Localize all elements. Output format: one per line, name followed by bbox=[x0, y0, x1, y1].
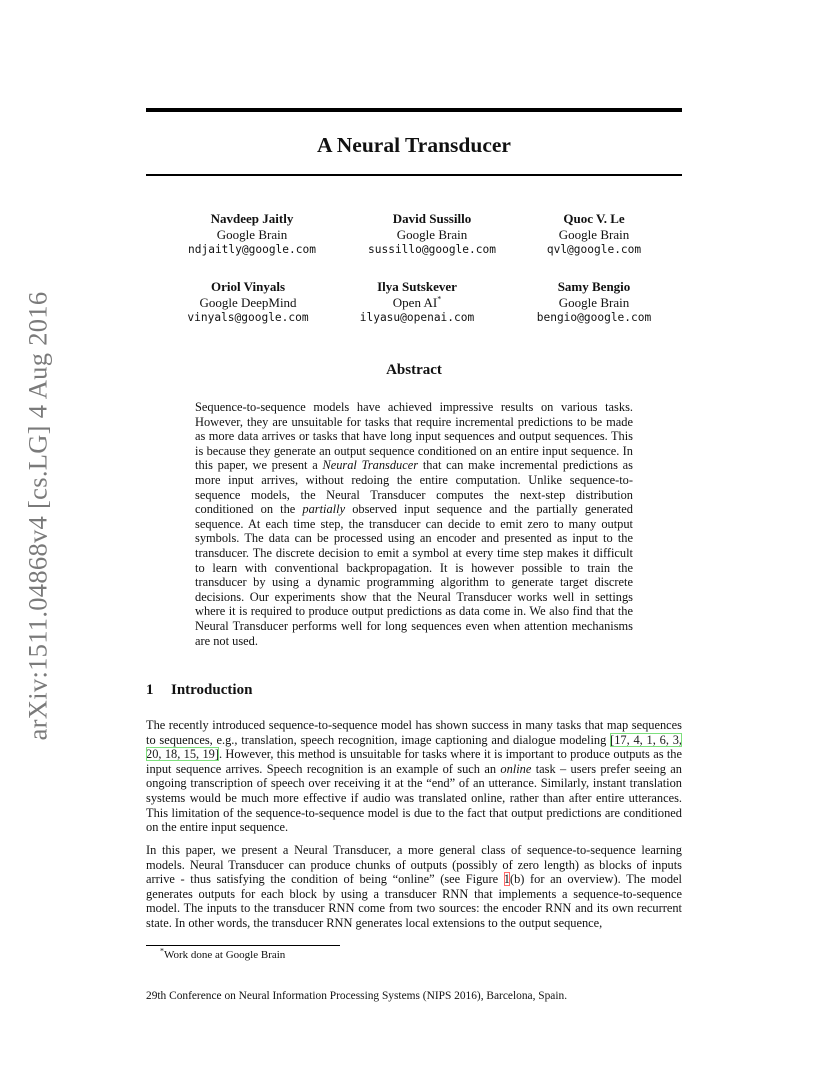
author-email: qvl@google.com bbox=[546, 243, 642, 256]
author-affiliation: Google Brain bbox=[558, 226, 630, 242]
section-heading bbox=[146, 682, 252, 699]
footnote bbox=[160, 948, 285, 962]
author-affiliation: Google DeepMind bbox=[199, 294, 297, 310]
author-affiliation: Google Brain bbox=[216, 226, 288, 242]
intro-emphasis: online bbox=[500, 761, 532, 776]
author-email: bengio@google.com bbox=[536, 311, 652, 324]
author-affiliation: Google Brain bbox=[558, 294, 630, 310]
abstract-emphasis: partially bbox=[302, 502, 346, 517]
footnote-marker: * bbox=[437, 294, 442, 304]
author-name: Quoc V. Le bbox=[563, 211, 625, 226]
author-name: Navdeep Jaitly bbox=[210, 211, 294, 226]
abstract-heading: Abstract bbox=[386, 362, 442, 378]
abstract-body: Sequence-to-sequence models have achieved impressive results on various tasks. However, they are unsuitable for tasks that require incremental predictions to be made as more data arrives or tasks that have long input sequences and output sequences. This is because they generate an output sequence conditioned on an entire input sequence. In this paper, we present a Neural Transducer that can make incremental predictions as more input arrives, without redoing the entire computation. Unlike sequence-to-sequence models, the Neural Transducer computes the next-step distribution conditioned on the partially observed input sequence and the partially generated sequence. At each time step, the transducer can decide to emit zero to many output symbols. The data can be processed using an encoder and presented as input to the transducer. The discrete decision to emit a symbol at every time step makes it difficult to learn with conventional backpropagation. It is however possible to train the transducer by using a dynamic programming algorithm to generate target discrete decisions. Our experiments show that the Neural Transducer works well in settings where it is required to produce output predictions as data come in. We also find that the Neural Transducer performs well for long sequences even when attention mechanisms are not used. bbox=[195, 400, 633, 648]
author-email: vinyals@google.com bbox=[187, 311, 309, 324]
intro-paragraph-2: In this paper, we present a Neural Transducer, a more general class of sequence-to-sequence learning models. Neural Transducer can produce chunks of outputs (possibly of zero length) as blocks of inputs arrive - thus satisfying the condition of being “online” (see Figure 1(b) for an overview). The model generates outputs for each block by using a transducer RNN that implements a sequence-to-sequence model. The inputs to the transducer RNN come from two sources: the encoder RNN and its own recurrent state. In other words, the transducer RNN generates local extensions to the output sequence, bbox=[146, 843, 682, 930]
arxiv-sidebar bbox=[16, 286, 60, 746]
title-rule-bottom bbox=[146, 174, 682, 176]
author-email: sussillo@google.com bbox=[368, 243, 496, 256]
section-number: 1 bbox=[146, 682, 154, 698]
author-name: Ilya Sutskever bbox=[377, 279, 457, 294]
footnote-text: Work done at Google Brain bbox=[164, 949, 286, 961]
author-name: Samy Bengio bbox=[557, 279, 631, 294]
citation-links[interactable]: [17, 4, 1, 6, 3, 20, 18, 15, 19] bbox=[146, 732, 682, 762]
section-title: Introduction bbox=[171, 682, 253, 698]
abstract-emphasis: Neural Transducer bbox=[322, 458, 419, 473]
footnote-rule bbox=[146, 945, 340, 946]
author-card bbox=[342, 211, 522, 258]
author-card bbox=[158, 279, 338, 326]
author-email: ilyasu@openai.com bbox=[359, 311, 475, 324]
author-card bbox=[504, 279, 684, 326]
author-card bbox=[162, 211, 342, 258]
author-card bbox=[327, 279, 507, 326]
venue-line: 29th Conference on Neural Information Processing Systems (NIPS 2016), Barcelona, Spain. bbox=[146, 990, 568, 1002]
paper-title: A Neural Transducer bbox=[317, 133, 511, 157]
author-card bbox=[504, 211, 684, 258]
author-name: David Sussillo bbox=[392, 211, 472, 226]
intro-paragraph-1: The recently introduced sequence-to-sequence model has shown success in many tasks that map sequences to sequences, e.g., translation, speech recognition, image captioning and dialogue modeling [17, 4, 1, 6, 3, 20, 18, 15, 19]. However, this method is unsuitable for tasks where it is important to produce outputs as the input sequence arrives. Speech recognition is an example of such an online task – users prefer seeing an ongoing transcription of speech over receiving it at the “end” of an utterance. Similarly, instant translation systems would be much more effective if audio was translated online, rather than after entire utterances. This limitation of the sequence-to-sequence model is due to the fact that output predictions are conditioned on the entire input sequence. bbox=[146, 718, 682, 835]
figure-link[interactable]: 1 bbox=[503, 872, 510, 887]
author-affiliation: Open AI* bbox=[392, 294, 442, 310]
title-rule-top bbox=[146, 108, 682, 112]
author-affiliation: Google Brain bbox=[396, 226, 468, 242]
author-name: Oriol Vinyals bbox=[210, 279, 286, 294]
author-email: ndjaitly@google.com bbox=[188, 243, 316, 256]
footnote-marker: * bbox=[160, 946, 164, 956]
arxiv-identifier: arXiv:1511.04868v4 [cs.LG] 4 Aug 2016 bbox=[22, 291, 53, 741]
